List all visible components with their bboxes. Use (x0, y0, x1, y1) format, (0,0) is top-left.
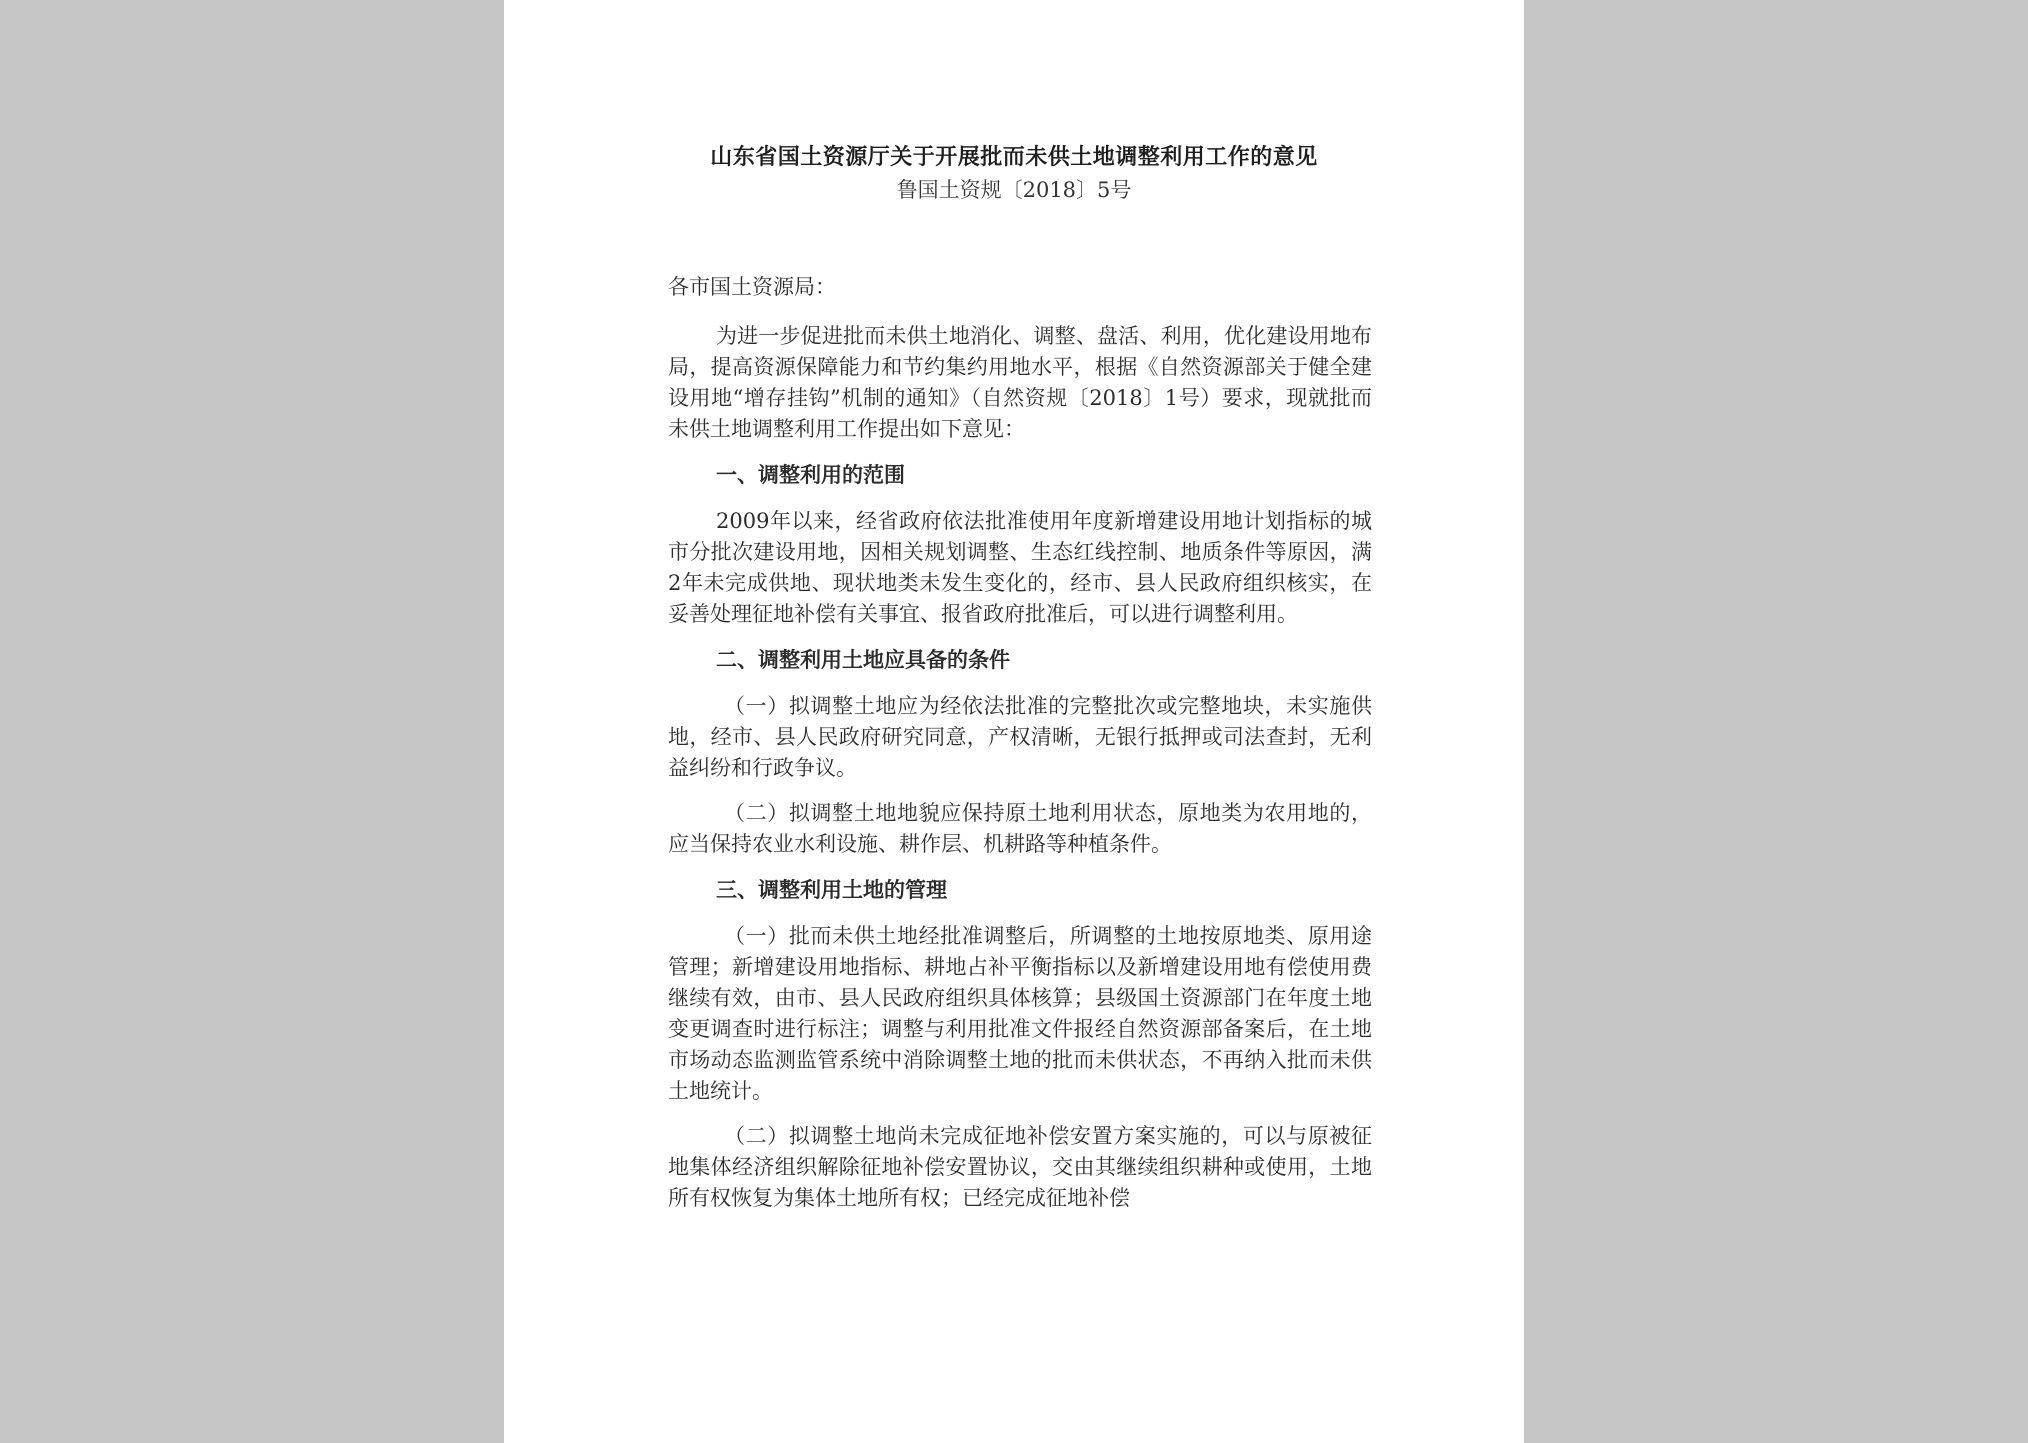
section-2-paragraph-2: （二）拟调整土地地貌应保持原土地利用状态，原地类为农用地的，应当保持农业水利设施、耕作层、机耕路等种植条件。 (668, 801, 1372, 856)
title-block (504, 140, 1524, 206)
document-title: 山东省国土资源厅关于开展批而未供土地调整利用工作的意见 (710, 144, 1318, 170)
intro-paragraph: 为进一步促进批而未供土地消化、调整、盘活、利用，优化建设用地布局，提高资源保障能力和节约集约用地水平，根据《自然资源部关于健全建设用地“增存挂钩”机制的通知》（自然资规〔2018〕1号）要求，现就批而未供土地调整利用工作提出如下意见： (668, 324, 1372, 441)
section-2-paragraph-1: （一）拟调整土地应为经依法批准的完整批次或完整地块，未实施供地，经市、县人民政府研究同意，产权清晰，无银行抵押或司法查封，无利益纠纷和行政争议。 (668, 694, 1372, 780)
salutation: 各市国土资源局： (668, 275, 836, 299)
section-1-paragraph-1: 2009年以来，经省政府依法批准使用年度新增建设用地计划指标的城市分批次建设用地，因相关规划调整、生态红线控制、地质条件等原因，满2年未完成供地、现状地类未发生变化的，经市、县人民政府组织核实，在妥善处理征地补偿有关事宜、报省政府批准后，可以进行调整利用。 (668, 509, 1372, 626)
section-heading-3: 三、调整利用土地的管理 (716, 877, 947, 902)
document-number: 鲁国土资规〔2018〕5号 (896, 178, 1132, 202)
section-heading-1: 一、调整利用的范围 (716, 462, 905, 487)
section-heading-2: 二、调整利用土地应具备的条件 (716, 647, 1010, 672)
section-3-paragraph-1: （一）批而未供土地经批准调整后，所调整的土地按原地类、原用途管理；新增建设用地指标、耕地占补平衡指标以及新增建设用地有偿使用费继续有效，由市、县人民政府组织具体核算；县级国土资源部门在年度土地变更调查时进行标注；调整与利用批准文件报经自然资源部备案后，在土地市场动态监测监管系统中消除调整土地的批而未供状态，不再纳入批而未供土地统计。 (668, 924, 1372, 1103)
document-body (668, 272, 1372, 1228)
document-page (504, 0, 1524, 1443)
section-3-paragraph-2: （二）拟调整土地尚未完成征地补偿安置方案实施的，可以与原被征地集体经济组织解除征地补偿安置协议，交由其继续组织耕种或使用，土地所有权恢复为集体土地所有权；已经完成征地补偿 (668, 1124, 1372, 1210)
